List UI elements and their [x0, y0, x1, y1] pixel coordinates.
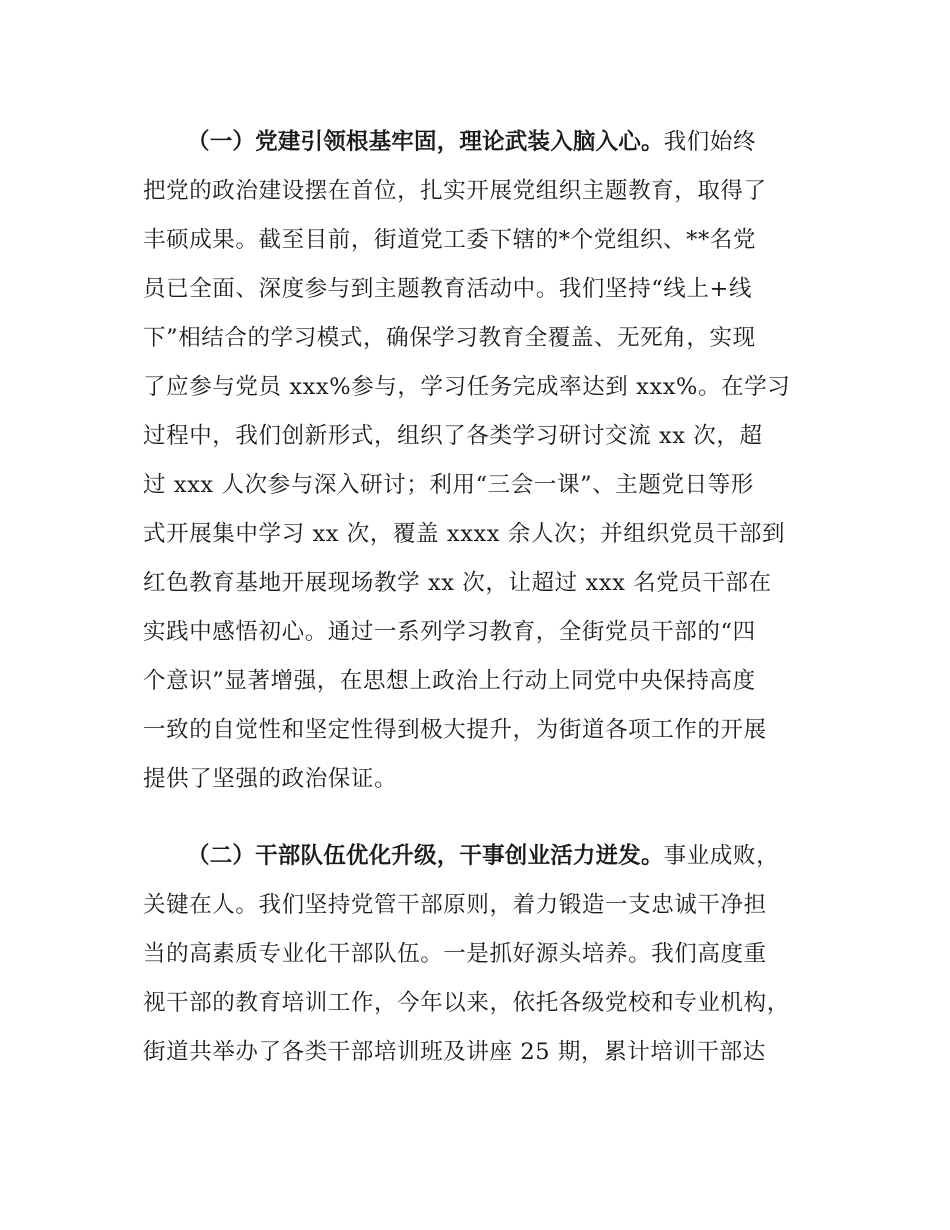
body-line: 视干部的教育培训工作，今年以来，依托各级党校和专业机构， — [143, 990, 790, 1016]
body-line: 当的高素质专业化干部队伍。一是抓好源头培养。我们高度重 — [143, 941, 767, 967]
body-line: 实践中感悟初心。通过一系列学习教育，全街党员干部的“四 — [143, 619, 756, 645]
section-heading: （一）党建引领根基牢固，理论武装入脑入心。 — [187, 129, 664, 155]
body-line: 员已全面、深度参与到主题教育活动中。我们坚持“线上+线 — [143, 276, 753, 302]
body-line: 丰硕成果。截至目前，街道党工委下辖的*个党组织、**名党 — [143, 227, 757, 253]
body-line: 过程中，我们创新形式，组织了各类学习研讨交流 xx 次，超 — [143, 423, 763, 449]
body-line: 式开展集中学习 xx 次，覆盖 xxxx 余人次；并组织党员干部到 — [143, 521, 786, 547]
body-line: 一致的自觉性和坚定性得到极大提升，为街道各项工作的开展 — [143, 717, 767, 743]
body-line: 关键在人。我们坚持党管干部原则，着力锻造一支忠诚干净担 — [143, 892, 767, 918]
body-line: 街道共举办了各类干部培训班及讲座 25 期，累计培训干部达 — [143, 1039, 766, 1065]
section-heading: （二）干部队伍优化升级，干事创业活力迸发。 — [187, 843, 664, 869]
body-text: 事业成败， — [663, 843, 780, 869]
body-line: 过 xxx 人次参与深入研讨；利用“三会一课”、主题党日等形 — [143, 472, 754, 498]
body-text: 我们始终 — [663, 129, 757, 155]
body-line: 红色教育基地开展现场教学 xx 次，让超过 xxx 名党员干部在 — [143, 570, 772, 596]
paragraph-party-building — [143, 118, 833, 804]
body-line: 个意识”显著增强，在思想上政治上行动上同党中央保持高度 — [143, 668, 756, 694]
body-line: 把党的政治建设摆在首位，扎实开展党组织主题教育，取得了 — [143, 178, 767, 204]
paragraph-first-line — [143, 832, 833, 881]
paragraph-first-line — [143, 118, 833, 167]
body-line: 了应参与党员 xxx%参与，学习任务完成率达到 xxx%。在学习 — [143, 374, 791, 400]
body-line: 提供了坚强的政治保证。 — [143, 766, 398, 792]
body-line: 下”相结合的学习模式，确保学习教育全覆盖、无死角，实现 — [143, 325, 756, 351]
paragraph-cadre-team — [143, 832, 833, 1077]
